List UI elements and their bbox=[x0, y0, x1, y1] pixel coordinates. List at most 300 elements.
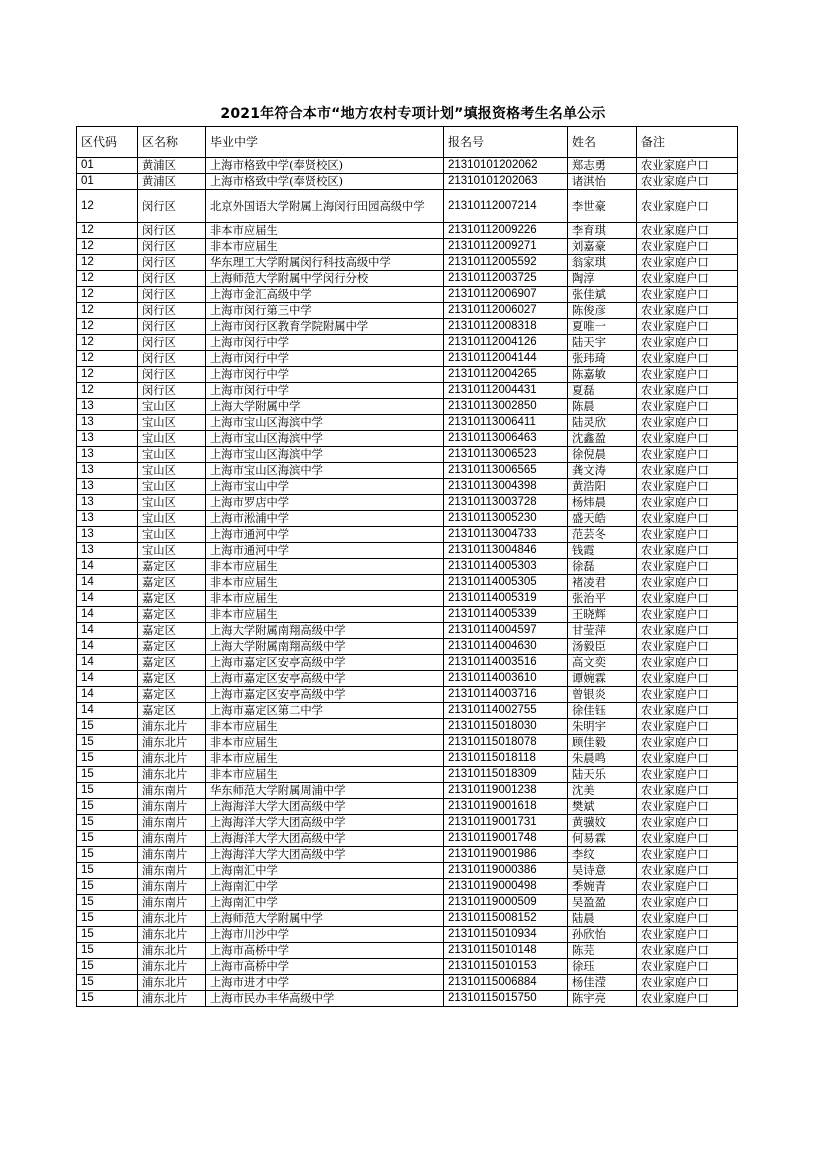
registration-number-cell: 21310112004431 bbox=[444, 383, 568, 399]
remarks-cell: 农业家庭户口 bbox=[637, 943, 738, 959]
table-row bbox=[77, 943, 738, 959]
district-name-cell: 宝山区 bbox=[138, 527, 206, 543]
district-code-cell: 12 bbox=[77, 351, 138, 367]
student-name-cell: 钱霞 bbox=[568, 543, 637, 559]
district-code-cell: 15 bbox=[77, 959, 138, 975]
district-name-cell: 闵行区 bbox=[138, 190, 206, 223]
student-name-cell: 徐佳钰 bbox=[568, 703, 637, 719]
student-name-cell: 陆天乐 bbox=[568, 767, 637, 783]
district-name-cell: 浦东南片 bbox=[138, 815, 206, 831]
header-row bbox=[77, 127, 738, 158]
registration-number-cell: 21310115018118 bbox=[444, 751, 568, 767]
district-code-cell: 15 bbox=[77, 799, 138, 815]
district-name-cell: 浦东北片 bbox=[138, 927, 206, 943]
registration-number-cell: 21310113006523 bbox=[444, 447, 568, 463]
student-name-cell: 谭婉霖 bbox=[568, 671, 637, 687]
registration-number-cell: 21310119001238 bbox=[444, 783, 568, 799]
district-name-cell: 浦东南片 bbox=[138, 879, 206, 895]
header-registration-number: 报名号 bbox=[444, 127, 568, 158]
district-code-cell: 15 bbox=[77, 879, 138, 895]
school-cell: 非本市应届生 bbox=[206, 239, 444, 255]
header-remarks: 备注 bbox=[637, 127, 738, 158]
district-code-cell: 14 bbox=[77, 623, 138, 639]
header-name: 姓名 bbox=[568, 127, 637, 158]
student-name-cell: 李纹 bbox=[568, 847, 637, 863]
header-district-code: 区代码 bbox=[77, 127, 138, 158]
registration-number-cell: 21310119000386 bbox=[444, 863, 568, 879]
table-row bbox=[77, 703, 738, 719]
district-code-cell: 12 bbox=[77, 319, 138, 335]
district-code-cell: 14 bbox=[77, 591, 138, 607]
student-name-cell: 朱明宇 bbox=[568, 719, 637, 735]
document-title: 2021年符合本市“地方农村专项计划”填报资格考生名单公示 bbox=[220, 106, 606, 122]
registration-number-cell: 21310114003716 bbox=[444, 687, 568, 703]
school-cell: 上海海洋大学大团高级中学 bbox=[206, 815, 444, 831]
district-code-cell: 15 bbox=[77, 895, 138, 911]
district-code-cell: 15 bbox=[77, 943, 138, 959]
school-cell: 上海大学附属中学 bbox=[206, 399, 444, 415]
district-code-cell: 14 bbox=[77, 575, 138, 591]
district-name-cell: 嘉定区 bbox=[138, 591, 206, 607]
table-row bbox=[77, 815, 738, 831]
table-row bbox=[77, 671, 738, 687]
table-row bbox=[77, 991, 738, 1007]
remarks-cell: 农业家庭户口 bbox=[637, 815, 738, 831]
district-name-cell: 嘉定区 bbox=[138, 559, 206, 575]
remarks-cell: 农业家庭户口 bbox=[637, 415, 738, 431]
student-name-cell: 张佳斌 bbox=[568, 287, 637, 303]
registration-number-cell: 21310119001748 bbox=[444, 831, 568, 847]
district-name-cell: 宝山区 bbox=[138, 479, 206, 495]
district-name-cell: 宝山区 bbox=[138, 463, 206, 479]
school-cell: 上海市通河中学 bbox=[206, 543, 444, 559]
remarks-cell: 农业家庭户口 bbox=[637, 383, 738, 399]
school-cell: 上海市宝山区海滨中学 bbox=[206, 447, 444, 463]
school-cell: 非本市应届生 bbox=[206, 559, 444, 575]
remarks-cell: 农业家庭户口 bbox=[637, 527, 738, 543]
candidate-table bbox=[76, 126, 738, 1007]
remarks-cell: 农业家庭户口 bbox=[637, 799, 738, 815]
student-name-cell: 盛天皓 bbox=[568, 511, 637, 527]
school-cell: 上海海洋大学大团高级中学 bbox=[206, 847, 444, 863]
school-cell: 上海市嘉定区安亭高级中学 bbox=[206, 687, 444, 703]
district-code-cell: 15 bbox=[77, 991, 138, 1007]
remarks-cell: 农业家庭户口 bbox=[637, 719, 738, 735]
registration-number-cell: 21310113006565 bbox=[444, 463, 568, 479]
header-school: 毕业中学 bbox=[206, 127, 444, 158]
registration-number-cell: 21310112005592 bbox=[444, 255, 568, 271]
table-row bbox=[77, 303, 738, 319]
student-name-cell: 陆灵欣 bbox=[568, 415, 637, 431]
remarks-cell: 农业家庭户口 bbox=[637, 591, 738, 607]
district-name-cell: 浦东北片 bbox=[138, 719, 206, 735]
registration-number-cell: 21310115008152 bbox=[444, 911, 568, 927]
registration-number-cell: 21310113006411 bbox=[444, 415, 568, 431]
remarks-cell: 农业家庭户口 bbox=[637, 575, 738, 591]
district-name-cell: 闵行区 bbox=[138, 319, 206, 335]
table-row bbox=[77, 863, 738, 879]
registration-number-cell: 21310114005339 bbox=[444, 607, 568, 623]
school-cell: 上海海洋大学大团高级中学 bbox=[206, 831, 444, 847]
registration-number-cell: 21310112006907 bbox=[444, 287, 568, 303]
remarks-cell: 农业家庭户口 bbox=[637, 351, 738, 367]
school-cell: 上海海洋大学大团高级中学 bbox=[206, 799, 444, 815]
district-name-cell: 宝山区 bbox=[138, 543, 206, 559]
district-name-cell: 闵行区 bbox=[138, 303, 206, 319]
school-cell: 上海南汇中学 bbox=[206, 863, 444, 879]
table-row bbox=[77, 783, 738, 799]
district-name-cell: 浦东北片 bbox=[138, 991, 206, 1007]
student-name-cell: 陈芫 bbox=[568, 943, 637, 959]
district-name-cell: 嘉定区 bbox=[138, 671, 206, 687]
remarks-cell: 农业家庭户口 bbox=[637, 671, 738, 687]
district-code-cell: 12 bbox=[77, 239, 138, 255]
table-row bbox=[77, 383, 738, 399]
school-cell: 非本市应届生 bbox=[206, 719, 444, 735]
district-name-cell: 浦东北片 bbox=[138, 767, 206, 783]
table-row bbox=[77, 223, 738, 239]
table-row bbox=[77, 879, 738, 895]
registration-number-cell: 21310115010153 bbox=[444, 959, 568, 975]
table-header bbox=[77, 127, 738, 158]
district-code-cell: 14 bbox=[77, 703, 138, 719]
student-name-cell: 陈宇亮 bbox=[568, 991, 637, 1007]
district-name-cell: 闵行区 bbox=[138, 287, 206, 303]
table-row bbox=[77, 239, 738, 255]
table-row bbox=[77, 575, 738, 591]
registration-number-cell: 21310113005230 bbox=[444, 511, 568, 527]
table-row bbox=[77, 607, 738, 623]
remarks-cell: 农业家庭户口 bbox=[637, 879, 738, 895]
table-row bbox=[77, 335, 738, 351]
district-name-cell: 浦东南片 bbox=[138, 831, 206, 847]
school-cell: 上海市格致中学(奉贤校区) bbox=[206, 174, 444, 190]
table-row bbox=[77, 399, 738, 415]
table-row bbox=[77, 591, 738, 607]
school-cell: 非本市应届生 bbox=[206, 607, 444, 623]
district-name-cell: 浦东北片 bbox=[138, 735, 206, 751]
registration-number-cell: 21310114005303 bbox=[444, 559, 568, 575]
district-code-cell: 14 bbox=[77, 607, 138, 623]
student-name-cell: 沈美 bbox=[568, 783, 637, 799]
district-code-cell: 01 bbox=[77, 158, 138, 174]
registration-number-cell: 21310119000498 bbox=[444, 879, 568, 895]
district-code-cell: 15 bbox=[77, 815, 138, 831]
table-body bbox=[77, 158, 738, 1007]
district-name-cell: 黄浦区 bbox=[138, 174, 206, 190]
student-name-cell: 诸淇怡 bbox=[568, 174, 637, 190]
remarks-cell: 农业家庭户口 bbox=[637, 623, 738, 639]
student-name-cell: 黄浩阳 bbox=[568, 479, 637, 495]
school-cell: 上海市高桥中学 bbox=[206, 943, 444, 959]
student-name-cell: 褚凌君 bbox=[568, 575, 637, 591]
table-row bbox=[77, 271, 738, 287]
district-code-cell: 15 bbox=[77, 735, 138, 751]
remarks-cell: 农业家庭户口 bbox=[637, 303, 738, 319]
table-row bbox=[77, 847, 738, 863]
school-cell: 非本市应届生 bbox=[206, 591, 444, 607]
district-name-cell: 闵行区 bbox=[138, 335, 206, 351]
student-name-cell: 郑志勇 bbox=[568, 158, 637, 174]
remarks-cell: 农业家庭户口 bbox=[637, 639, 738, 655]
district-name-cell: 浦东南片 bbox=[138, 799, 206, 815]
remarks-cell: 农业家庭户口 bbox=[637, 559, 738, 575]
student-name-cell: 高文奕 bbox=[568, 655, 637, 671]
registration-number-cell: 21310112009226 bbox=[444, 223, 568, 239]
registration-number-cell: 21310119001618 bbox=[444, 799, 568, 815]
student-name-cell: 曾银炎 bbox=[568, 687, 637, 703]
remarks-cell: 农业家庭户口 bbox=[637, 783, 738, 799]
district-name-cell: 嘉定区 bbox=[138, 639, 206, 655]
table-row bbox=[77, 415, 738, 431]
remarks-cell: 农业家庭户口 bbox=[637, 367, 738, 383]
registration-number-cell: 21310119001731 bbox=[444, 815, 568, 831]
school-cell: 上海市闵行中学 bbox=[206, 351, 444, 367]
district-code-cell: 14 bbox=[77, 671, 138, 687]
registration-number-cell: 21310114003610 bbox=[444, 671, 568, 687]
district-name-cell: 浦东南片 bbox=[138, 895, 206, 911]
remarks-cell: 农业家庭户口 bbox=[637, 767, 738, 783]
remarks-cell: 农业家庭户口 bbox=[637, 399, 738, 415]
student-name-cell: 范芸冬 bbox=[568, 527, 637, 543]
district-name-cell: 嘉定区 bbox=[138, 575, 206, 591]
student-name-cell: 徐倪晨 bbox=[568, 447, 637, 463]
district-name-cell: 浦东北片 bbox=[138, 943, 206, 959]
district-code-cell: 14 bbox=[77, 655, 138, 671]
student-name-cell: 朱晨鸣 bbox=[568, 751, 637, 767]
school-cell: 上海市闵行中学 bbox=[206, 335, 444, 351]
table-row bbox=[77, 735, 738, 751]
remarks-cell: 农业家庭户口 bbox=[637, 463, 738, 479]
district-code-cell: 15 bbox=[77, 719, 138, 735]
table-row bbox=[77, 351, 738, 367]
registration-number-cell: 21310112003725 bbox=[444, 271, 568, 287]
student-name-cell: 顾佳毅 bbox=[568, 735, 637, 751]
district-name-cell: 闵行区 bbox=[138, 383, 206, 399]
district-code-cell: 14 bbox=[77, 687, 138, 703]
remarks-cell: 农业家庭户口 bbox=[637, 975, 738, 991]
district-code-cell: 12 bbox=[77, 255, 138, 271]
district-code-cell: 15 bbox=[77, 767, 138, 783]
remarks-cell: 农业家庭户口 bbox=[637, 255, 738, 271]
school-cell: 上海市闵行中学 bbox=[206, 367, 444, 383]
table-row bbox=[77, 174, 738, 190]
school-cell: 上海师范大学附属中学 bbox=[206, 911, 444, 927]
registration-number-cell: 21310112004265 bbox=[444, 367, 568, 383]
student-name-cell: 夏磊 bbox=[568, 383, 637, 399]
registration-number-cell: 21310115018309 bbox=[444, 767, 568, 783]
remarks-cell: 农业家庭户口 bbox=[637, 271, 738, 287]
registration-number-cell: 21310114003516 bbox=[444, 655, 568, 671]
district-code-cell: 13 bbox=[77, 463, 138, 479]
student-name-cell: 樊斌 bbox=[568, 799, 637, 815]
district-name-cell: 浦东北片 bbox=[138, 959, 206, 975]
district-code-cell: 13 bbox=[77, 479, 138, 495]
district-name-cell: 浦东北片 bbox=[138, 751, 206, 767]
district-code-cell: 15 bbox=[77, 831, 138, 847]
district-code-cell: 12 bbox=[77, 383, 138, 399]
student-name-cell: 陶淳 bbox=[568, 271, 637, 287]
district-name-cell: 嘉定区 bbox=[138, 703, 206, 719]
table-row bbox=[77, 511, 738, 527]
district-code-cell: 12 bbox=[77, 190, 138, 223]
table-row bbox=[77, 447, 738, 463]
registration-number-cell: 21310112004144 bbox=[444, 351, 568, 367]
student-name-cell: 陆天宇 bbox=[568, 335, 637, 351]
remarks-cell: 农业家庭户口 bbox=[637, 607, 738, 623]
district-code-cell: 15 bbox=[77, 911, 138, 927]
district-code-cell: 12 bbox=[77, 271, 138, 287]
registration-number-cell: 21310119000509 bbox=[444, 895, 568, 911]
district-name-cell: 黄浦区 bbox=[138, 158, 206, 174]
remarks-cell: 农业家庭户口 bbox=[637, 655, 738, 671]
registration-number-cell: 21310114004630 bbox=[444, 639, 568, 655]
student-name-cell: 吴诗意 bbox=[568, 863, 637, 879]
school-cell: 北京外国语大学附属上海闵行田园高级中学 bbox=[206, 190, 444, 223]
school-cell: 非本市应届生 bbox=[206, 751, 444, 767]
table-row bbox=[77, 463, 738, 479]
table-row bbox=[77, 767, 738, 783]
table-row bbox=[77, 559, 738, 575]
table-row bbox=[77, 319, 738, 335]
remarks-cell: 农业家庭户口 bbox=[637, 847, 738, 863]
table-row bbox=[77, 623, 738, 639]
registration-number-cell: 21310119001986 bbox=[444, 847, 568, 863]
table-row bbox=[77, 367, 738, 383]
registration-number-cell: 21310115010934 bbox=[444, 927, 568, 943]
district-name-cell: 闵行区 bbox=[138, 239, 206, 255]
district-name-cell: 嘉定区 bbox=[138, 655, 206, 671]
district-name-cell: 宝山区 bbox=[138, 431, 206, 447]
student-name-cell: 陈晨 bbox=[568, 399, 637, 415]
district-code-cell: 12 bbox=[77, 367, 138, 383]
school-cell: 上海市格致中学(奉贤校区) bbox=[206, 158, 444, 174]
registration-number-cell: 21310114002755 bbox=[444, 703, 568, 719]
school-cell: 上海市嘉定区第二中学 bbox=[206, 703, 444, 719]
registration-number-cell: 21310101202062 bbox=[444, 158, 568, 174]
student-name-cell: 吴盈盈 bbox=[568, 895, 637, 911]
remarks-cell: 农业家庭户口 bbox=[637, 911, 738, 927]
district-name-cell: 宝山区 bbox=[138, 495, 206, 511]
district-code-cell: 13 bbox=[77, 495, 138, 511]
remarks-cell: 农业家庭户口 bbox=[637, 543, 738, 559]
school-cell: 上海市闵行区教育学院附属中学 bbox=[206, 319, 444, 335]
school-cell: 上海市宝山区海滨中学 bbox=[206, 415, 444, 431]
table-row bbox=[77, 543, 738, 559]
school-cell: 上海市嘉定区安亭高级中学 bbox=[206, 671, 444, 687]
student-name-cell: 杨炜晨 bbox=[568, 495, 637, 511]
table-row bbox=[77, 431, 738, 447]
remarks-cell: 农业家庭户口 bbox=[637, 447, 738, 463]
remarks-cell: 农业家庭户口 bbox=[637, 735, 738, 751]
table-row bbox=[77, 687, 738, 703]
student-name-cell: 沈鑫盈 bbox=[568, 431, 637, 447]
remarks-cell: 农业家庭户口 bbox=[637, 223, 738, 239]
table-row bbox=[77, 719, 738, 735]
district-code-cell: 13 bbox=[77, 415, 138, 431]
remarks-cell: 农业家庭户口 bbox=[637, 687, 738, 703]
remarks-cell: 农业家庭户口 bbox=[637, 174, 738, 190]
registration-number-cell: 21310101202063 bbox=[444, 174, 568, 190]
school-cell: 上海市闵行中学 bbox=[206, 383, 444, 399]
district-code-cell: 14 bbox=[77, 559, 138, 575]
district-name-cell: 闵行区 bbox=[138, 223, 206, 239]
district-name-cell: 宝山区 bbox=[138, 415, 206, 431]
registration-number-cell: 21310115018078 bbox=[444, 735, 568, 751]
school-cell: 华东师范大学附属周浦中学 bbox=[206, 783, 444, 799]
school-cell: 上海市宝山中学 bbox=[206, 479, 444, 495]
registration-number-cell: 21310115010148 bbox=[444, 943, 568, 959]
table-row bbox=[77, 799, 738, 815]
registration-number-cell: 21310114004597 bbox=[444, 623, 568, 639]
school-cell: 非本市应届生 bbox=[206, 735, 444, 751]
district-name-cell: 浦东南片 bbox=[138, 783, 206, 799]
student-name-cell: 龚文涛 bbox=[568, 463, 637, 479]
header-district-name: 区名称 bbox=[138, 127, 206, 158]
school-cell: 上海市嘉定区安亭高级中学 bbox=[206, 655, 444, 671]
registration-number-cell: 21310115015750 bbox=[444, 991, 568, 1007]
district-name-cell: 闵行区 bbox=[138, 367, 206, 383]
school-cell: 上海市进才中学 bbox=[206, 975, 444, 991]
remarks-cell: 农业家庭户口 bbox=[637, 511, 738, 527]
registration-number-cell: 21310114005319 bbox=[444, 591, 568, 607]
school-cell: 上海市闵行第三中学 bbox=[206, 303, 444, 319]
district-code-cell: 12 bbox=[77, 287, 138, 303]
table-row bbox=[77, 911, 738, 927]
table-row bbox=[77, 479, 738, 495]
student-name-cell: 徐珏 bbox=[568, 959, 637, 975]
district-code-cell: 13 bbox=[77, 543, 138, 559]
registration-number-cell: 21310113003728 bbox=[444, 495, 568, 511]
remarks-cell: 农业家庭户口 bbox=[637, 959, 738, 975]
student-name-cell: 夏唯一 bbox=[568, 319, 637, 335]
student-name-cell: 李育琪 bbox=[568, 223, 637, 239]
student-name-cell: 翁家琪 bbox=[568, 255, 637, 271]
table-row bbox=[77, 959, 738, 975]
remarks-cell: 农业家庭户口 bbox=[637, 895, 738, 911]
district-name-cell: 闵行区 bbox=[138, 351, 206, 367]
district-code-cell: 12 bbox=[77, 335, 138, 351]
registration-number-cell: 21310112004126 bbox=[444, 335, 568, 351]
district-name-cell: 嘉定区 bbox=[138, 687, 206, 703]
registration-number-cell: 21310113004846 bbox=[444, 543, 568, 559]
registration-number-cell: 21310115018030 bbox=[444, 719, 568, 735]
registration-number-cell: 21310114005305 bbox=[444, 575, 568, 591]
district-name-cell: 宝山区 bbox=[138, 399, 206, 415]
district-name-cell: 浦东南片 bbox=[138, 863, 206, 879]
student-name-cell: 陈俊彦 bbox=[568, 303, 637, 319]
district-code-cell: 15 bbox=[77, 863, 138, 879]
remarks-cell: 农业家庭户口 bbox=[637, 287, 738, 303]
remarks-cell: 农业家庭户口 bbox=[637, 479, 738, 495]
student-name-cell: 刘嘉豪 bbox=[568, 239, 637, 255]
school-cell: 上海南汇中学 bbox=[206, 879, 444, 895]
school-cell: 上海市川沙中学 bbox=[206, 927, 444, 943]
registration-number-cell: 21310113004733 bbox=[444, 527, 568, 543]
student-name-cell: 张玮琦 bbox=[568, 351, 637, 367]
student-name-cell: 杨佳滢 bbox=[568, 975, 637, 991]
remarks-cell: 农业家庭户口 bbox=[637, 831, 738, 847]
table-row bbox=[77, 975, 738, 991]
school-cell: 华东理工大学附属闵行科技高级中学 bbox=[206, 255, 444, 271]
student-name-cell: 陈嘉敏 bbox=[568, 367, 637, 383]
remarks-cell: 农业家庭户口 bbox=[637, 495, 738, 511]
table-row bbox=[77, 287, 738, 303]
district-code-cell: 13 bbox=[77, 399, 138, 415]
student-name-cell: 何易霖 bbox=[568, 831, 637, 847]
student-name-cell: 甘莹萍 bbox=[568, 623, 637, 639]
school-cell: 上海师范大学附属中学闵行分校 bbox=[206, 271, 444, 287]
